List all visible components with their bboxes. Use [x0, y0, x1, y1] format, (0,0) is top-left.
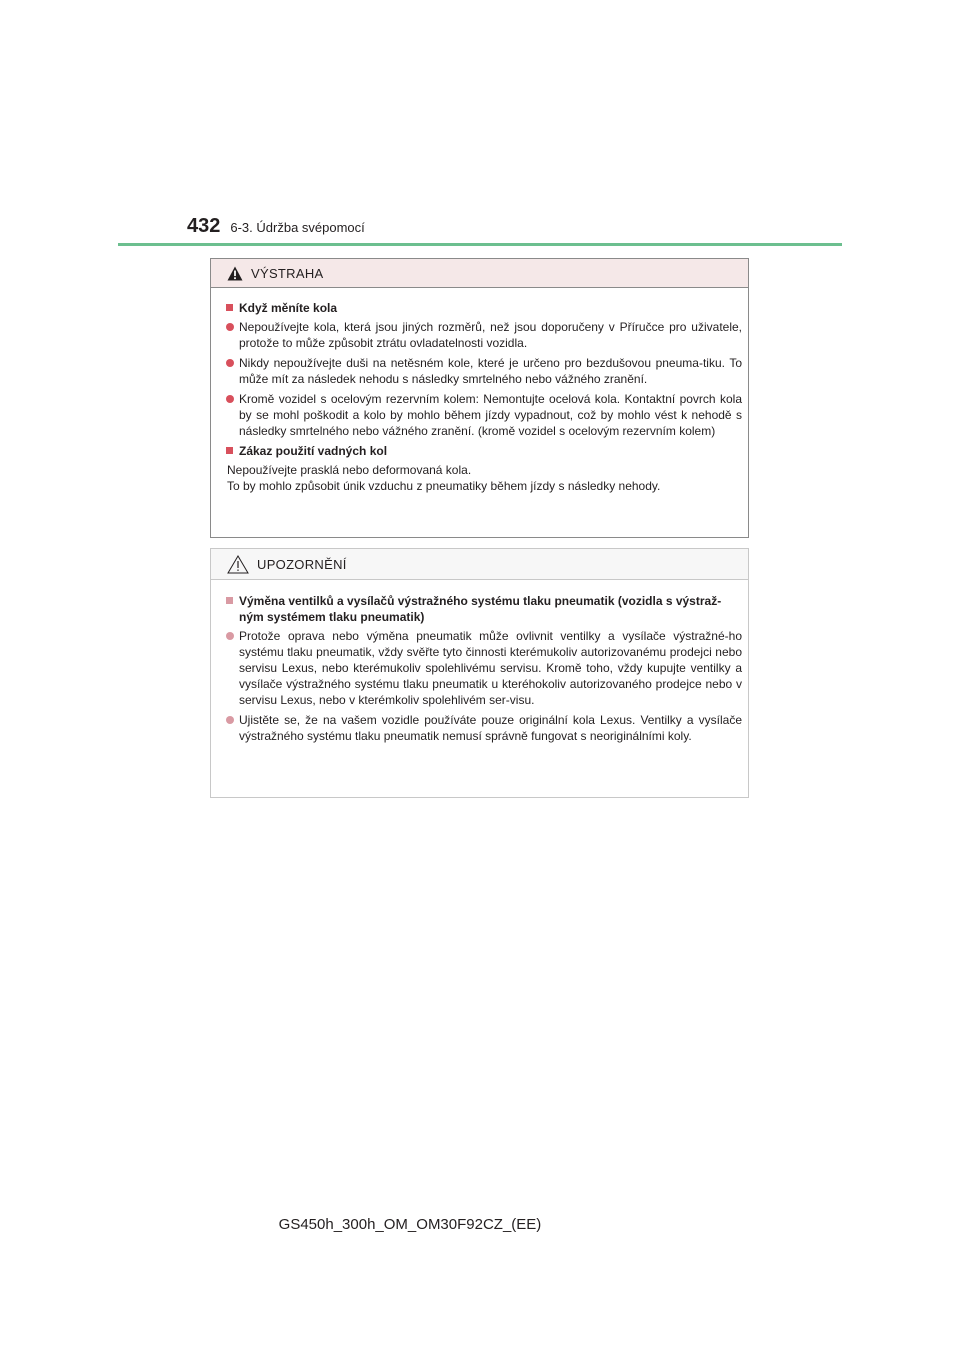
caution-box [210, 548, 749, 798]
warning-triangle-icon [227, 266, 243, 281]
round-bullet-icon [226, 632, 234, 640]
round-bullet-icon [226, 395, 234, 403]
warning-title: VÝSTRAHA [251, 265, 324, 281]
page-number: 432 [187, 215, 221, 237]
square-bullet-icon [226, 304, 233, 311]
square-bullet-icon [226, 597, 233, 604]
section-title: 6-3. Údržba svépomocí [230, 220, 365, 235]
list-item: Nepoužívejte kola, která jsou jiných rozměrů, než jsou doporučeny v Příručce pro uživatele, protože to může způsobit ztrátu ovladatelnosti vozidla. [226, 319, 742, 351]
round-bullet-icon [226, 323, 234, 331]
round-bullet-icon [226, 716, 234, 724]
manual-code: GS450h_300h_OM_OM30F92CZ_(EE) [278, 1216, 542, 1233]
caution-title: UPOZORNĚNÍ [257, 556, 347, 572]
list-item: Kromě vozidel s ocelovým rezervním kolem: Nemontujte ocelová kola. Kontaktní povrch kola by se mohl poškodit a kolo by mohlo během jízdy vypadnout, což by mohlo vést k nehodě s následky smrtelného nebo vážného zranění. (kromě vozidel s ocelovým rezervním kolem) [226, 391, 742, 439]
warning-text: Nepoužívejte prasklá nebo deformovaná kola. To by mohlo způsobit únik vzduchu z pneumatiky během jízdy s následky nehody. [227, 463, 661, 493]
caution-heading-valves: Výměna ventilků a vysílačů výstražného systému tlaku pneumatik (vozidla s výstraž-ným systémem tlaku pneumatik) [226, 593, 742, 625]
warning-box-header [211, 259, 748, 288]
caution-content [211, 580, 748, 744]
page-footer [0, 1216, 960, 1233]
warning-box [210, 258, 749, 538]
list-item: Nikdy nepoužívejte duši na netěsném kole, které je určeno pro bezdušovou pneuma-tiku. To může mít za následek nehodu s následky smrtelného nebo vážného zranění. [226, 355, 742, 387]
round-bullet-icon [226, 359, 234, 367]
caution-box-header [211, 549, 748, 580]
list-item: Ujistěte se, že na vašem vozidle používáte pouze originální kola Lexus. Ventilky a vysílače výstražného systému tlaku pneumatik nemusí správně fungovat s neoriginálními koly. [226, 712, 742, 744]
list-item: Protože oprava nebo výměna pneumatik může ovlivnit ventilky a vysílače výstražné-ho systému tlaku pneumatik, vždy svěřte tyto činnosti kterémukoliv autorizovanému prodejci nebo servisu Lexus, nebo kterémukoliv spolehlivému servisu. Kromě toho, vždy kupujte ventilky a vysílače výstražného systému tlaku pneumatik u kteréhokoliv autorizovaného prodejce nebo v servisu Lexus, nebo v kterémkoliv spolehlivém ser-visu. [226, 628, 742, 708]
header-divider [118, 243, 842, 246]
warning-heading-defective-wheels: Zákaz použití vadných kol [226, 443, 742, 459]
warning-heading-wheels: Když měníte kola [226, 300, 742, 316]
warning-content [211, 288, 748, 494]
square-bullet-icon [226, 447, 233, 454]
caution-triangle-icon [227, 555, 249, 574]
